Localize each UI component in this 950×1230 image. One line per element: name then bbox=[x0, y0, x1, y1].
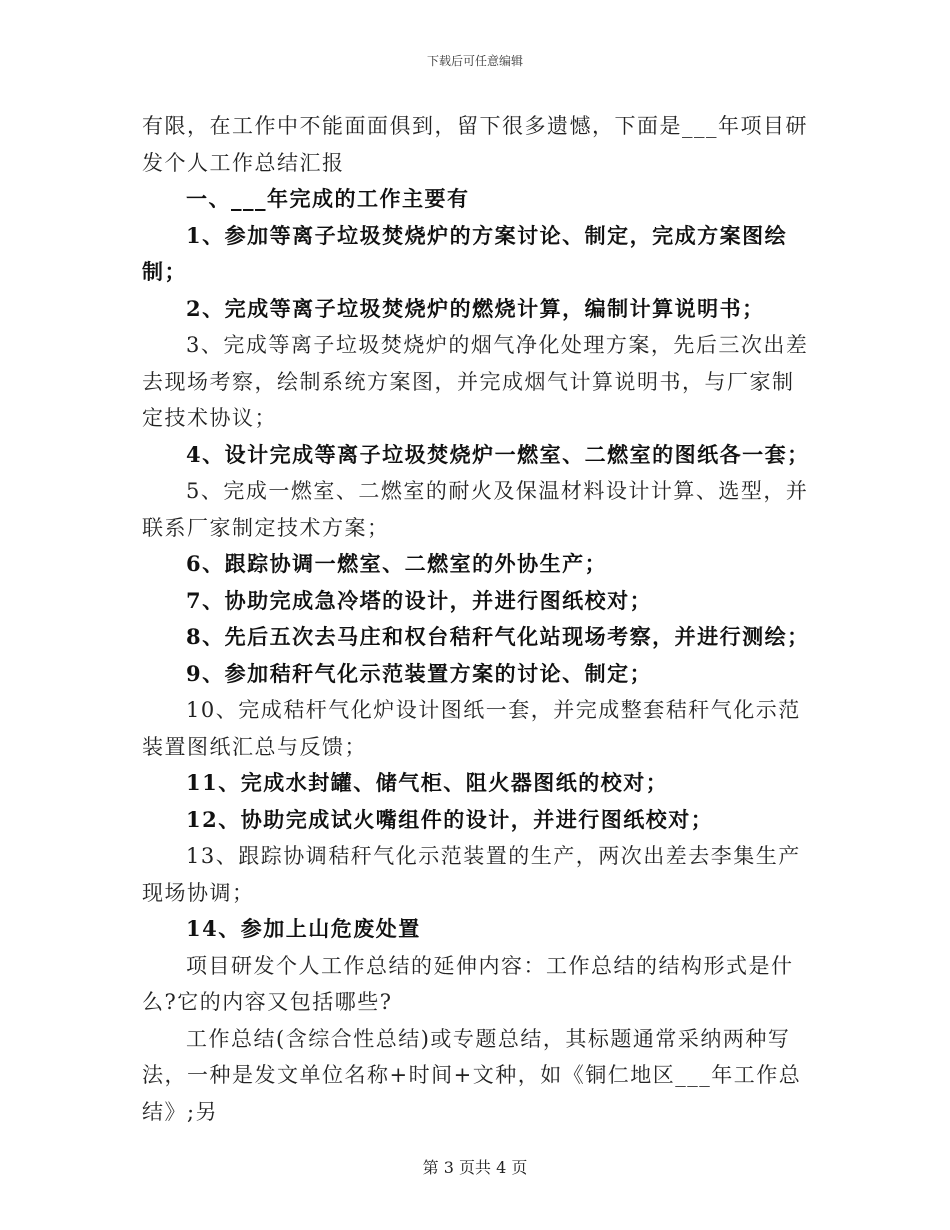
list-item-8: 8、先后五次去马庄和权台秸秆气化站现场考察，并进行测绘； bbox=[186, 624, 810, 649]
list-item-9: 9、参加秸秆气化示范装置方案的讨论、制定； bbox=[186, 660, 653, 686]
list-item-11: 11、完成水封罐、储气柜、阻火器图纸的校对； bbox=[186, 770, 669, 795]
list-item-2: 2、完成等离子垃圾焚烧炉的燃烧计算，编制计算说明书； bbox=[186, 295, 765, 321]
list-item-5: 5、完成一燃室、二燃室的耐火及保温材料设计计算、选型，并联系厂家制定技术方案； bbox=[142, 479, 809, 540]
list-item-3: 3、完成等离子垃圾焚烧炉的烟气净化处理方案，先后三次出差去现场考察，绘制系统方案图，并完成烟气计算说明书，与厂家制定技术协议； bbox=[142, 333, 809, 430]
list-item-1: 1、参加等离子垃圾焚烧炉的方案讨论、制定，完成方案图绘制； bbox=[142, 222, 788, 284]
list-item-6: 6、跟踪协调一燃室、二燃室的外协生产； bbox=[186, 551, 608, 576]
paragraph-extension: 项目研发个人工作总结的延伸内容：工作总结的结构形式是什么?它的内容又包括哪些? bbox=[142, 953, 794, 1014]
document-body bbox=[142, 108, 810, 1130]
section-heading-1: 一、___年完成的工作主要有 bbox=[186, 186, 470, 211]
list-item-10: 10、完成秸杆气化炉设计图纸一套，并完成整套秸秆气化示范装置图纸汇总与反馈； bbox=[142, 698, 801, 759]
paragraph-intro: 有限，在工作中不能面面俱到，留下很多遗憾，下面是___年项目研发个人工作总结汇报 bbox=[142, 114, 808, 175]
list-item-4: 4、设计完成等离子垃圾焚烧炉一燃室、二燃室的图纸各一套； bbox=[186, 441, 810, 467]
paragraph-summary-structure: 工作总结(含综合性总结)或专题总结，其标题通常采纳两种写法，一种是发文单位名称+时间+文种，如《铜仁地区___年工作总结》;另 bbox=[142, 1026, 802, 1124]
list-item-7: 7、协助完成急冷塔的设计，并进行图纸校对； bbox=[186, 587, 653, 613]
list-item-12: 12、协助完成试火嘴组件的设计，并进行图纸校对； bbox=[186, 806, 714, 832]
page-footer: 第 3 页共 4 页 bbox=[422, 1158, 528, 1177]
page-header: 下载后可任意编辑 bbox=[426, 54, 523, 68]
list-item-13: 13、跟踪协调秸秆气化示范装置的生产，两次出差去李集生产现场协调； bbox=[142, 844, 801, 905]
list-item-14: 14、参加上山危废处置 bbox=[186, 916, 421, 941]
